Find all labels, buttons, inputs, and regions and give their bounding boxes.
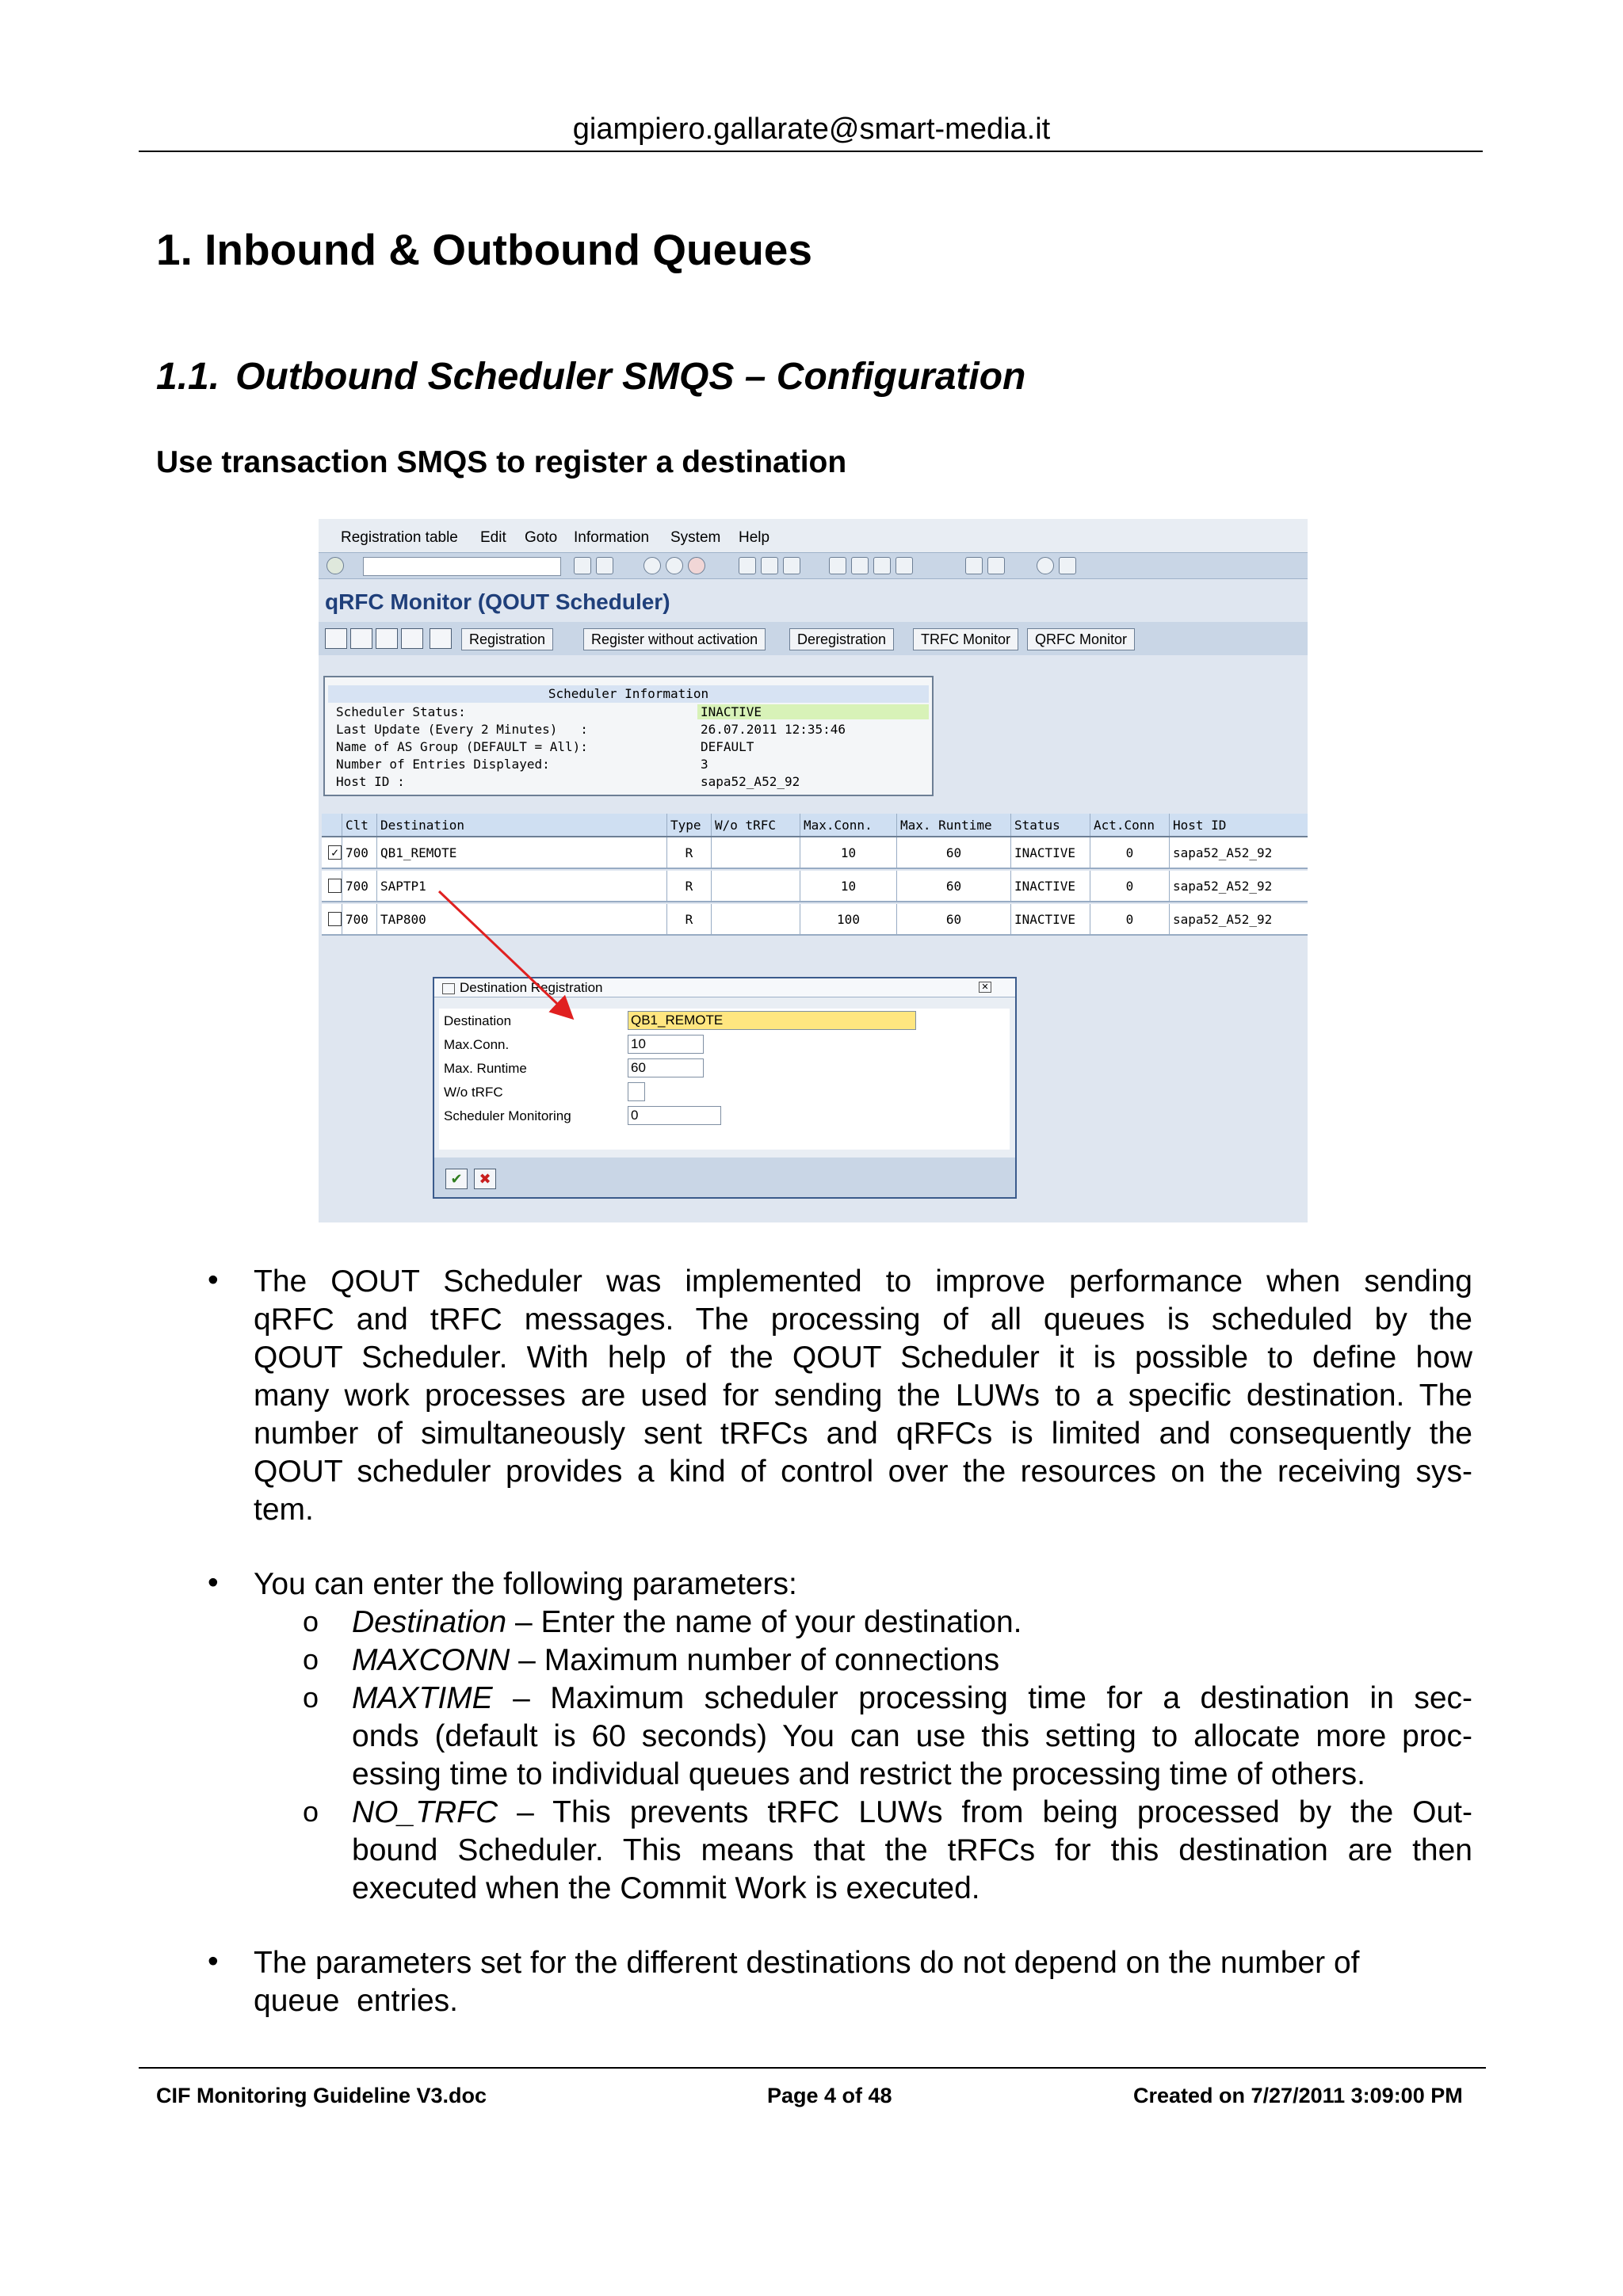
- scheduler-information-heading: Scheduler Information: [328, 685, 929, 703]
- confirm-check-icon[interactable]: ✔: [445, 1169, 468, 1189]
- menu-registration-table[interactable]: Registration table: [341, 529, 458, 546]
- table-cell: sapa52_A52_92: [1173, 845, 1273, 860]
- sub-bullet-destination: [352, 1604, 1472, 1642]
- table-cell: 60: [897, 871, 1011, 901]
- heading-1: 1. Inbound & Outbound Queues: [156, 225, 812, 274]
- max-conn-input[interactable]: 10: [628, 1035, 704, 1054]
- footer-document-name: CIF Monitoring Guideline V3.doc: [156, 2084, 487, 2107]
- table-cell: QB1_REMOTE: [377, 837, 667, 868]
- table-cell: 0: [1090, 837, 1170, 868]
- table-header-cell[interactable]: Host ID: [1173, 817, 1227, 833]
- sub-bullet-maxtime: [352, 1680, 1472, 1794]
- scheduler-monitoring-input[interactable]: 0: [628, 1106, 721, 1125]
- red-arrow-icon: [319, 519, 1308, 1222]
- info-label: Last Update (Every 2 Minutes) :: [336, 722, 588, 737]
- paragraph-line: qRFC and tRFC messages. The processing of all queues is scheduled by the: [254, 1302, 1472, 1337]
- paragraph-line: many work processes are used for sending the LUWs to a specific destination. The: [254, 1379, 1472, 1413]
- max-runtime-input[interactable]: 60: [628, 1058, 704, 1077]
- table-header-cell[interactable]: Act.Conn: [1090, 814, 1170, 836]
- bullet-dot: •: [208, 1944, 219, 1978]
- host-id-value: sapa52_A52_92: [701, 774, 800, 789]
- bullet-dot: •: [208, 1263, 219, 1297]
- paragraph-line: essing time to individual queues and restrict the processing time of others.: [352, 1757, 1366, 1791]
- table-cell: TAP800: [377, 904, 667, 934]
- footer-rule: [139, 2067, 1486, 2069]
- info-label: Scheduler Status:: [336, 704, 466, 719]
- term-description: – This prevents tRFC LUWs from being processed by the Out-: [498, 1795, 1472, 1829]
- table-header-cell[interactable]: Destination: [377, 814, 667, 836]
- sub-bullet-no-trfc: [352, 1794, 1472, 1908]
- wo-trfc-label: W/o tRFC: [444, 1085, 503, 1100]
- table-header-cell[interactable]: Type: [667, 814, 712, 836]
- term-description: – Maximum scheduler processing time for a destination in sec-: [492, 1681, 1472, 1715]
- max-conn-label: Max.Conn.: [444, 1037, 510, 1052]
- term-maxtime: MAXTIME: [352, 1681, 493, 1715]
- term-destination: Destination: [352, 1605, 507, 1639]
- table-cell: 700: [342, 904, 377, 934]
- register-without-activation-button[interactable]: Register without activation: [583, 628, 766, 650]
- table-header-cell[interactable]: Clt: [342, 814, 377, 836]
- paragraph-line: number of simultaneously sent tRFCs and qRFCs is limited and consequently the: [254, 1417, 1472, 1451]
- heading-3: Use transaction SMQS to register a destination: [156, 445, 847, 479]
- term-description: – Enter the name of your destination.: [506, 1605, 1022, 1639]
- table-cell: INACTIVE: [1011, 837, 1090, 868]
- scheduler-monitoring-label: Scheduler Monitoring: [444, 1108, 571, 1123]
- table-header-cell[interactable]: Max. Runtime: [897, 814, 1011, 836]
- table-header-cell[interactable]: W/o tRFC: [712, 814, 800, 836]
- qrfc-monitor-button[interactable]: QRFC Monitor: [1027, 628, 1135, 650]
- paragraph-line: bound Scheduler. This means that the tRFCs for this destination are then: [352, 1833, 1472, 1867]
- table-cell: 700: [342, 837, 377, 868]
- cancel-x-icon[interactable]: ✖: [474, 1169, 496, 1189]
- header-email: giampiero.gallarate@smart-media.it: [572, 113, 1051, 146]
- menu-help[interactable]: Help: [739, 529, 770, 546]
- table-cell: 0: [1090, 871, 1170, 901]
- term-no-trfc: NO_TRFC: [352, 1795, 498, 1829]
- sub-bullet-circle: o: [303, 1605, 319, 1638]
- table-cell: 60: [897, 904, 1011, 934]
- paragraph-line: The QOUT Scheduler was implemented to improve performance when sending: [254, 1264, 1472, 1299]
- info-label: Number of Entries Displayed:: [336, 757, 550, 772]
- sap-screen-title: qRFC Monitor (QOUT Scheduler): [325, 589, 670, 614]
- menu-system[interactable]: System: [670, 529, 721, 546]
- term-maxconn: MAXCONN: [352, 1643, 510, 1677]
- footer-page-number: Page 4 of 48: [767, 2084, 892, 2107]
- menu-goto[interactable]: Goto: [525, 529, 558, 546]
- last-update-value: 26.07.2011 12:35:46: [701, 722, 846, 737]
- paragraph-line: [352, 1680, 1472, 1718]
- paragraph-line: tem.: [254, 1493, 314, 1527]
- table-cell: sapa52_A52_92: [1173, 911, 1273, 927]
- paragraph-line: onds (default is 60 seconds) You can use this setting to allocate more proc-: [352, 1719, 1472, 1753]
- paragraph-line: QOUT Scheduler. With help of the QOUT Scheduler it is possible to define how: [254, 1341, 1472, 1375]
- table-cell: INACTIVE: [1011, 871, 1090, 901]
- sub-bullet-maxconn: [352, 1642, 1472, 1680]
- bullet-2-paragraph: You can enter the following parameters:: [254, 1567, 797, 1601]
- sub-bullet-circle: o: [303, 1643, 319, 1676]
- paragraph-line: [352, 1794, 1472, 1832]
- paragraph-line: The parameters set for the different destinations do not depend on the number of: [254, 1946, 1360, 1980]
- paragraph-line: [352, 1642, 1472, 1680]
- bullet-dot: •: [208, 1566, 219, 1600]
- sub-bullet-circle: o: [303, 1795, 319, 1828]
- table-header-cell[interactable]: Max.Conn.: [800, 814, 897, 836]
- heading-2: [156, 355, 1025, 399]
- info-label: Name of AS Group (DEFAULT = All):: [336, 739, 588, 754]
- sap-screenshot: [319, 519, 1308, 1222]
- table-cell: INACTIVE: [1011, 904, 1090, 934]
- paragraph-line: executed when the Commit Work is executed.: [352, 1871, 980, 1905]
- paragraph-line: queue entries.: [254, 1984, 459, 2018]
- table-cell: SAPTP1: [377, 871, 667, 901]
- destination-input[interactable]: QB1_REMOTE: [628, 1011, 916, 1030]
- scheduler-status-value: INACTIVE: [697, 704, 929, 719]
- table-cell: 60: [897, 837, 1011, 868]
- menu-edit[interactable]: Edit: [480, 529, 506, 546]
- table-cell: 100: [800, 904, 897, 934]
- destination-label: Destination: [444, 1013, 512, 1028]
- table-cell: R: [667, 871, 712, 901]
- dialog-title: Destination Registration: [460, 980, 603, 995]
- heading-2-number: 1.1.: [156, 356, 220, 398]
- table-cell: 700: [342, 871, 377, 901]
- bullet-3-paragraph: [254, 1944, 1472, 2020]
- entries-displayed-value: 3: [701, 757, 708, 772]
- footer-created-date: Created on 7/27/2011 3:09:00 PM: [1133, 2084, 1463, 2107]
- trfc-monitor-button[interactable]: TRFC Monitor: [913, 628, 1018, 650]
- row-checkbox[interactable]: ✓: [328, 845, 342, 860]
- sub-bullet-circle: o: [303, 1681, 319, 1714]
- info-label: Host ID :: [336, 774, 405, 789]
- table-header-cell[interactable]: Status: [1011, 814, 1090, 836]
- as-group-value: DEFAULT: [701, 739, 754, 754]
- header-rule: [139, 151, 1483, 152]
- max-runtime-label: Max. Runtime: [444, 1061, 527, 1076]
- menu-information[interactable]: Information: [574, 529, 650, 546]
- paragraph-line: [352, 1604, 1472, 1642]
- table-cell: 0: [1090, 904, 1170, 934]
- bullet-1-paragraph: [254, 1263, 1472, 1529]
- table-cell: sapa52_A52_92: [1173, 878, 1273, 894]
- table-cell: 10: [800, 837, 897, 868]
- deregistration-button[interactable]: Deregistration: [789, 628, 894, 650]
- table-cell: R: [667, 904, 712, 934]
- close-icon[interactable]: ✕: [979, 982, 991, 993]
- table-cell: 10: [800, 871, 897, 901]
- term-description: – Maximum number of connections: [510, 1643, 1000, 1677]
- table-cell: R: [667, 837, 712, 868]
- paragraph-line: QOUT scheduler provides a kind of control over the resources on the receiving sys-: [254, 1455, 1472, 1489]
- heading-2-text: Outbound Scheduler SMQS – Configuration: [235, 356, 1026, 398]
- registration-button[interactable]: Registration: [461, 628, 553, 650]
